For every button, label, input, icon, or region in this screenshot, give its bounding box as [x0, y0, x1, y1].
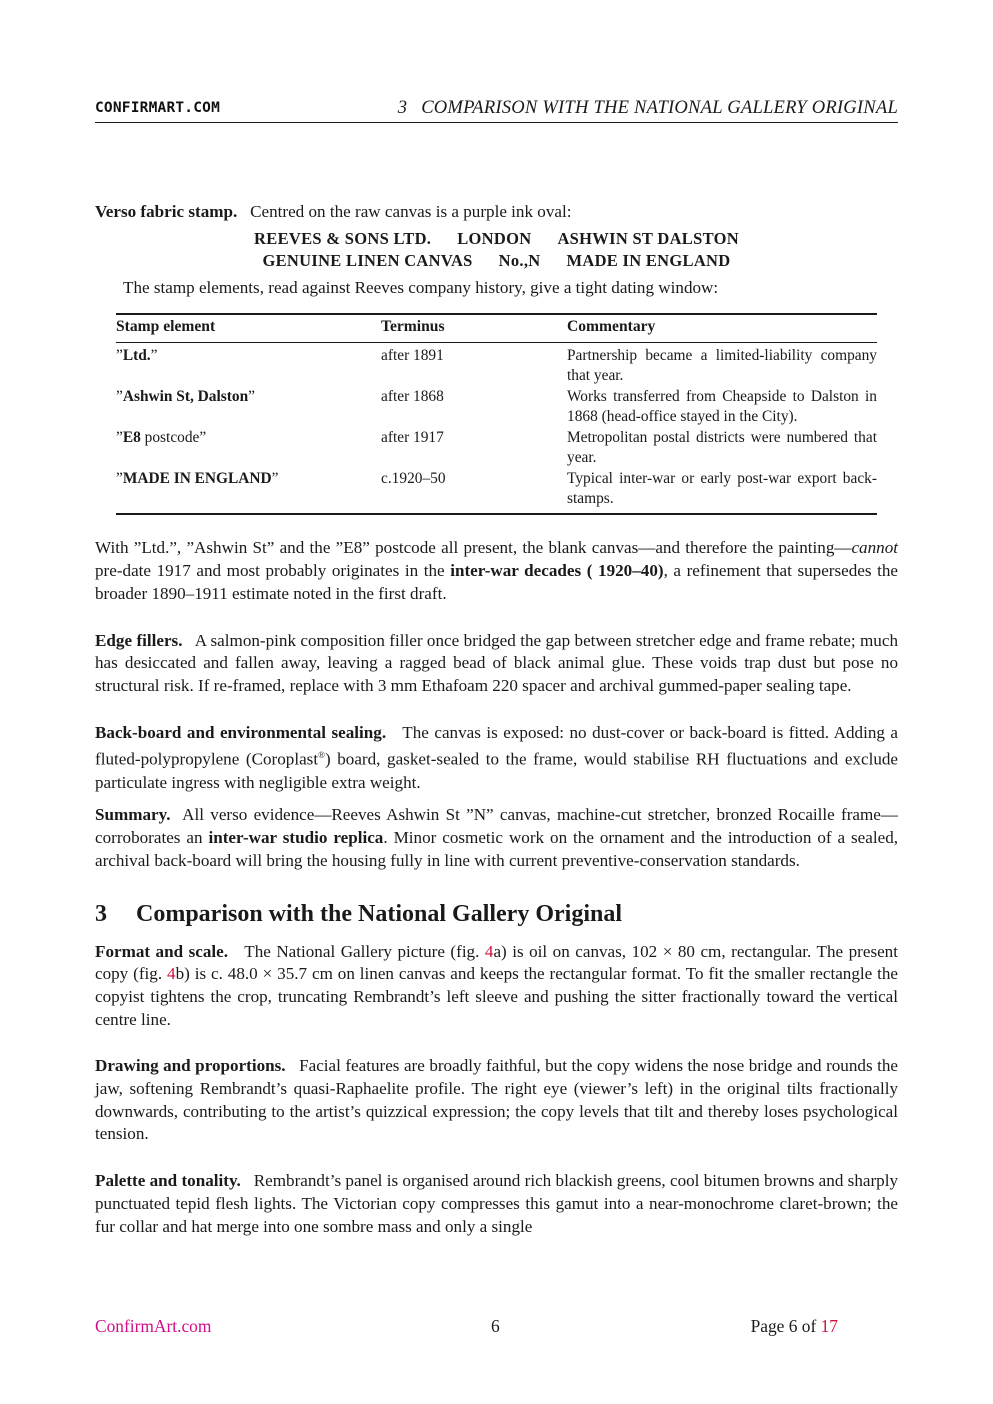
table-row	[116, 386, 877, 427]
terminus-cell: c.1920–50	[381, 468, 567, 514]
stamp-text: MADE IN ENGLAND	[566, 251, 731, 271]
stamp-text: REEVES & SONS LTD.	[254, 228, 432, 248]
palette-heading: Palette and tonality.	[95, 1171, 241, 1191]
commentary-cell: Typical inter-war or early post-war export back-stamps.	[567, 468, 877, 514]
stamp-text: LONDON	[457, 228, 532, 248]
verso-intro: Centred on the raw canvas is a purple ink oval:	[250, 202, 572, 221]
commentary-cell: Works transferred from Cheapside to Dalston in 1868 (head-office stayed in the City).	[567, 388, 877, 426]
stamp-element-cell: ”Ltd.”	[116, 347, 158, 365]
commentary-cell: Metropolitan postal districts were numbered that year.	[567, 429, 877, 467]
stamp-text: No.,N	[498, 251, 541, 271]
column-header: Commentary	[567, 314, 877, 343]
terminus-cell: after 1917	[381, 429, 444, 447]
terminus-cell: after 1891	[381, 347, 444, 365]
stamp-line-2	[95, 250, 898, 273]
table-lead: The stamp elements, read against Reeves company history, give a tight dating window:	[123, 277, 719, 297]
stamp-line-1	[95, 228, 898, 251]
stamp-text: ASHWIN ST DALSTON	[557, 228, 739, 248]
section-title: Comparison with the National Gallery Original	[136, 900, 622, 927]
running-header	[95, 96, 898, 123]
edge-fillers-heading: Edge fillers.	[95, 630, 183, 650]
footer-page-of: Page 6 of 17	[750, 1316, 838, 1336]
section-heading	[95, 899, 898, 929]
table-header-row	[116, 314, 877, 343]
running-section-text: COMPARISON WITH THE NATIONAL GALLERY ORIGINAL	[421, 97, 898, 118]
summary-heading: Summary.	[95, 805, 171, 825]
summary-paragraph: Summary. All verso evidence—Reeves Ashwin St ”N” canvas, machine-cut stretcher, bronzed Rocaille frame—corroborates an inter-war studio replica. Minor cosmetic work on the ornament and the introduction of a sealed, archival back-board will bring the housing fully in line with current preventive-conservation standards.	[95, 805, 899, 870]
backboard-heading: Back-board and environmental sealing.	[95, 722, 387, 742]
site-logo: CONFIRMART.COM	[95, 100, 221, 116]
edge-fillers-paragraph: Edge fillers. A salmon-pink composition filler once bridged the gap between stretcher edge and frame rebate; much has desiccated and fallen away, leaving a ragged bead of black animal glue. These voids trap dust but pose no structural risk. If re-framed, replace with 3 mm Ethafoam 220 spacer and archival gummed-paper sealing tape.	[95, 630, 898, 695]
stamp-inscription	[95, 228, 898, 273]
table-row	[116, 427, 877, 468]
terminus-cell: after 1868	[381, 388, 444, 406]
stamp-element-cell: ”MADE IN ENGLAND”	[116, 468, 381, 514]
dating-paragraph: With ”Ltd.”, ”Ashwin St” and the ”E8” postcode all present, the blank canvas—and therefore the painting—cannot pre-date 1917 and most probably originates in the inter-war decades ( 1920–40), a refinement that supersedes the broader 1890–1911 estimate noted in the first draft.	[95, 538, 899, 603]
column-header: Terminus	[381, 314, 567, 343]
page-footer	[95, 1316, 898, 1340]
dating-table	[116, 313, 877, 515]
footer-page-number: 6	[491, 1316, 500, 1336]
running-section-title	[398, 97, 898, 119]
total-pages-link[interactable]: 17	[820, 1316, 838, 1336]
figure-ref-link[interactable]: 4	[167, 964, 176, 984]
main-content	[95, 201, 898, 1238]
table-row	[116, 343, 877, 387]
stamp-element-cell: ”Ashwin St, Dalston”	[116, 388, 255, 406]
drawing-paragraph: Drawing and proportions. Facial features are broadly faithful, but the copy widens the nose bridge and rounds the jaw, softening Rembrandt’s quasi-Raphaelite profile. The right eye (viewer’s left) in the original tilts fractionally downwards, contributing to the artist’s quizzical expression; the copy levels that tilt and thereby loses psychological tension.	[95, 1056, 898, 1144]
backboard-paragraph: Back-board and environmental sealing. The canvas is exposed: no dust-cover or back-board is fitted. Adding a fluted-polypropylene (Coroplast®) board, gasket-sealed to the frame, would stabilise RH fluctuations and exclude particulate ingress with negligible extra weight.	[95, 722, 898, 792]
palette-paragraph: Palette and tonality. Rembrandt’s panel is organised around rich blackish greens, cool bitumen browns and sharply punctuated tepid flesh lights. The Victorian copy compresses this gamut into a near-monochrome claret-brown; the fur collar and hat merge into one sombre mass and only a single	[95, 1171, 898, 1236]
format-paragraph: Format and scale. The National Gallery picture (fig. 4a) is oil on canvas, 102 × 80 cm, rectangular. The present copy (fig. 4b) is c. 48.0 × 35.7 cm on linen canvas and keeps the rectangular format. To fit the smaller rectangle the copyist tightens the crop, truncating Rembrandt’s left sleeve and pushing the sitter fractionally toward the vertical centre line.	[95, 941, 899, 1029]
column-header: Stamp element	[116, 314, 381, 343]
stamp-element-cell: ”E8 postcode”	[116, 429, 207, 447]
running-section-number: 3	[397, 97, 408, 118]
section-number: 3	[95, 900, 107, 927]
format-heading: Format and scale.	[95, 941, 229, 961]
verso-paragraph	[95, 201, 898, 224]
commentary-cell: Partnership became a limited-liability company that year.	[567, 347, 877, 385]
drawing-heading: Drawing and proportions.	[95, 1056, 286, 1076]
verso-heading: Verso fabric stamp.	[95, 202, 238, 221]
figure-ref-link[interactable]: 4	[484, 941, 494, 961]
stamp-text: GENUINE LINEN CANVAS	[262, 251, 473, 271]
table-row	[116, 468, 877, 514]
footer-site-link[interactable]: ConfirmArt.com	[95, 1316, 212, 1336]
